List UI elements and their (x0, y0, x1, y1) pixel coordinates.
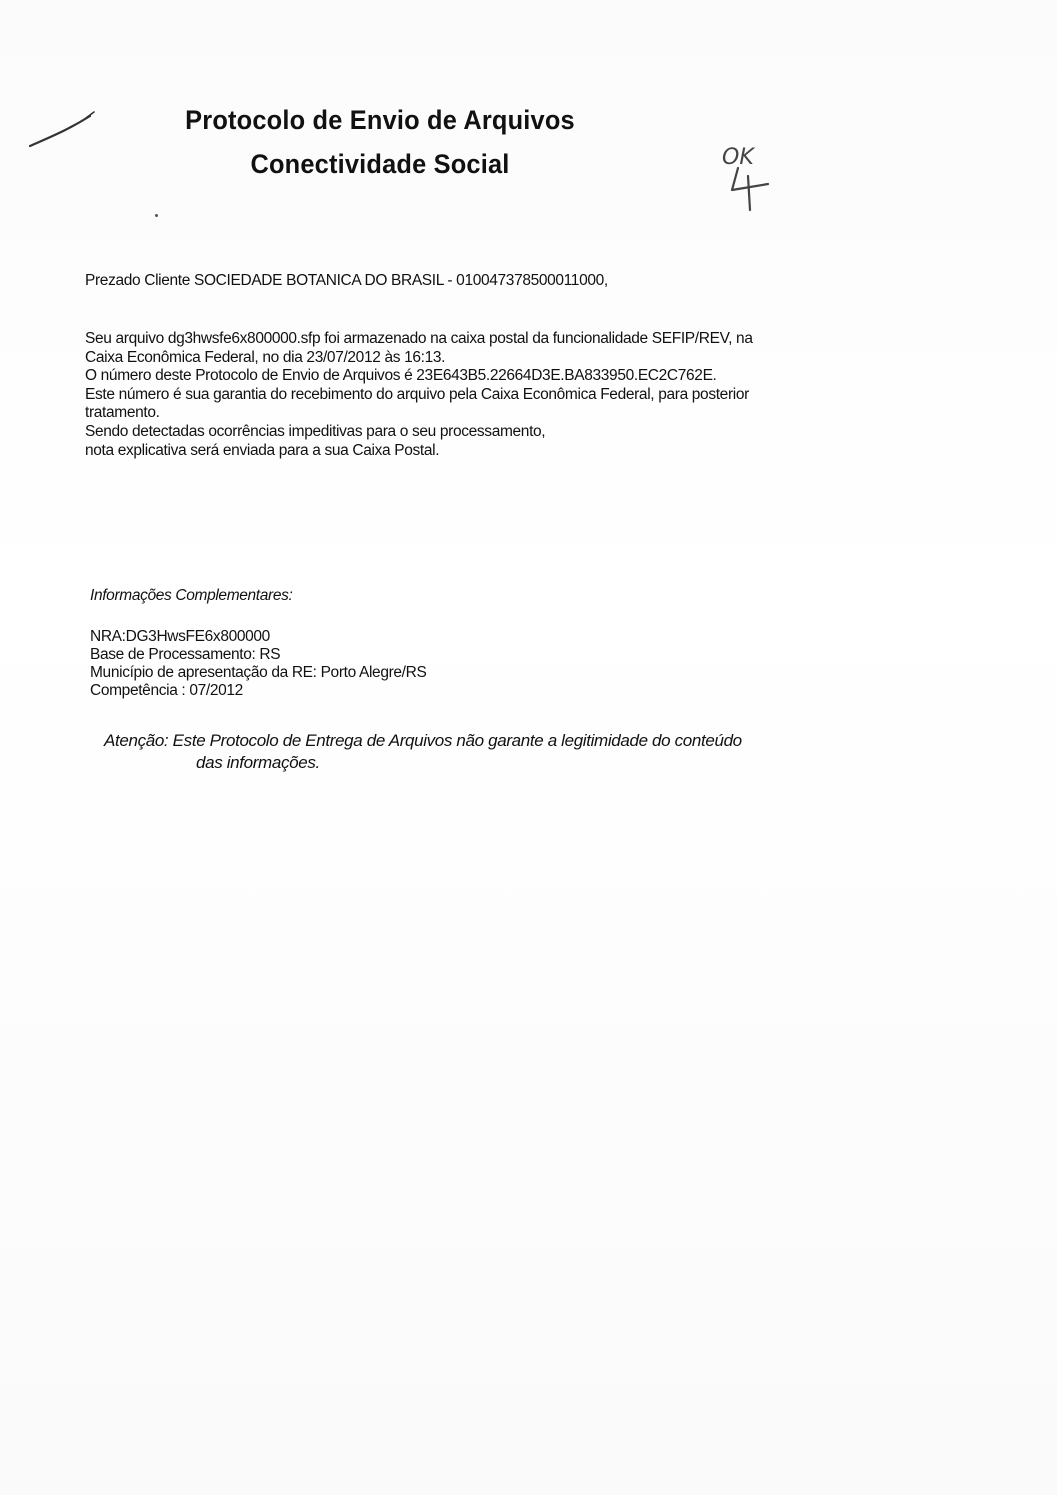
body-line: nota explicativa será enviada para a sua Caixa Postal. (85, 441, 440, 459)
attention-notice (104, 730, 742, 774)
processing-base-field: Base de Processamento: RS (90, 646, 281, 663)
body-line: Caixa Econômica Federal, no dia 23/07/2012 às 16:13. (85, 348, 446, 366)
body-line: tratamento. (85, 404, 160, 422)
body-line: Este número é sua garantia do recebimento do arquivo pela Caixa Econômica Federal, para posterior (85, 385, 749, 403)
attention-line-2: das informações. (196, 753, 320, 772)
handwritten-ok-text: OK (722, 145, 754, 170)
title-line-1: Protocolo de Envio de Arquivos (185, 105, 575, 135)
attention-line-1: Atenção: Este Protocolo de Entrega de Arquivos não garante a legitimidade do conteúdo (104, 731, 742, 750)
title-line-2: Conectividade Social (250, 149, 510, 179)
handwritten-ok-note (710, 138, 790, 218)
body-line: Sendo detectadas ocorrências impeditivas para o seu processamento, (85, 422, 546, 440)
complementary-info-list (90, 628, 426, 700)
speck-mark (155, 214, 158, 217)
municipality-field: Município de apresentação da RE: Porto Alegre/RS (90, 664, 427, 681)
greeting-line: Prezado Cliente SOCIEDADE BOTANICA DO BRASIL - 010047378500011000, (85, 272, 608, 289)
complementary-info-heading: Informações Complementares: (90, 587, 293, 604)
body-line: O número deste Protocolo de Envio de Arquivos é 23E643B5.22664D3E.BA833950.EC2C762E. (85, 367, 717, 385)
body-line: Seu arquivo dg3hwsfe6x800000.sfp foi armazenado na caixa postal da funcionalidade SEFIP/REV, na (85, 330, 753, 347)
nra-field: NRA:DG3HwsFE6x800000 (90, 628, 270, 645)
document-title (100, 100, 660, 184)
pen-stroke-mark (28, 108, 98, 153)
competence-field: Competência : 07/2012 (90, 682, 243, 699)
body-paragraph (85, 330, 753, 460)
